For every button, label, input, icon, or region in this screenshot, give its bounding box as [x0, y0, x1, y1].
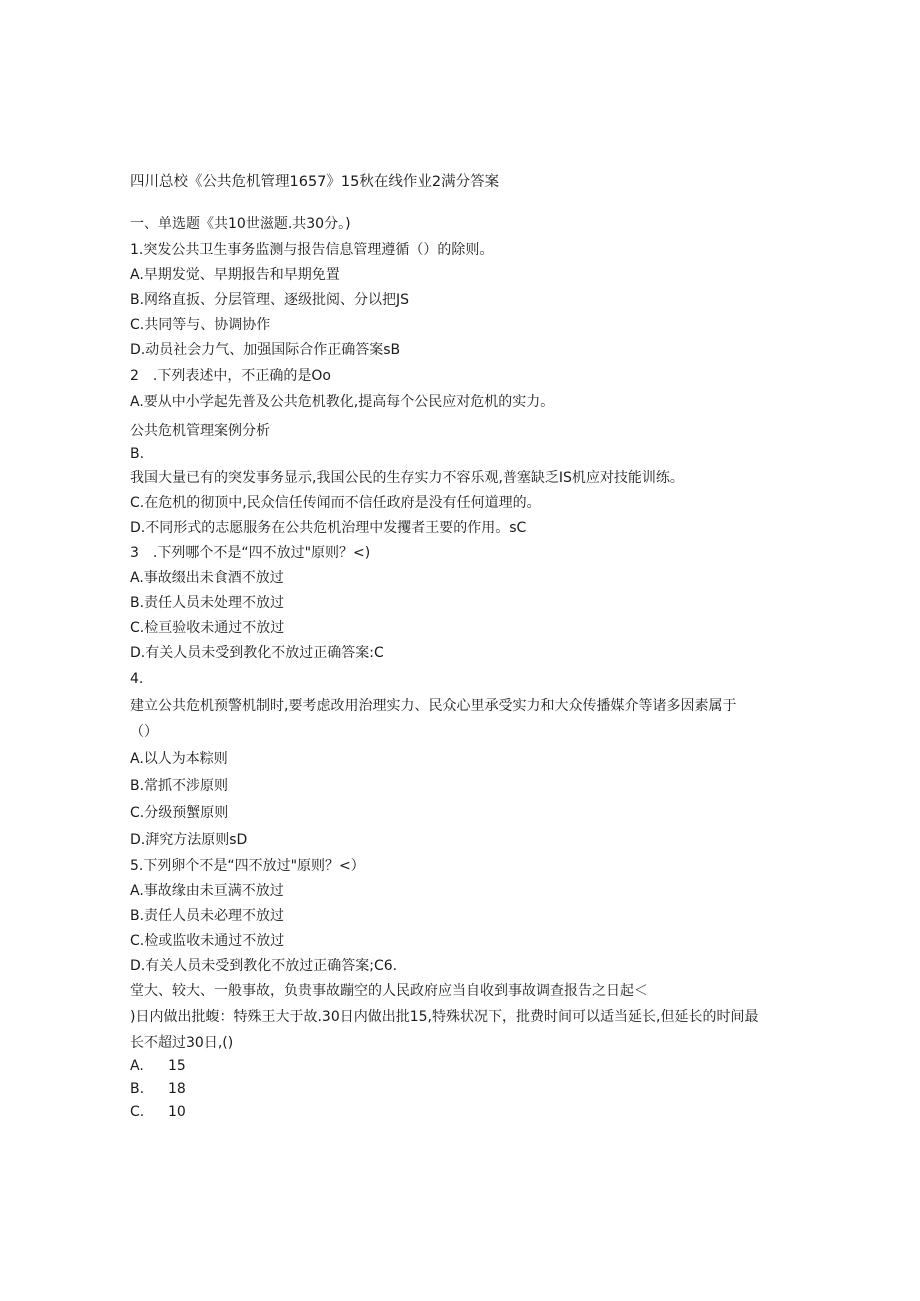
- text-line: C.在危机的彻顶中,民众信任传闻而不信任政府是没有任何道理的。: [130, 495, 541, 511]
- text-line: A.事故缀出未食酒不放过: [130, 570, 284, 586]
- text-line: B.责任人员未必理不放过: [130, 908, 285, 924]
- text-line: C.检亘验收未通过不放过: [130, 620, 285, 636]
- text-line: B.: [130, 446, 145, 462]
- text-line: B.责任人员未处理不放过: [130, 595, 285, 611]
- text-line: )日内做出批蝮：特殊王大于故.30日内做出批15,特殊状况下，批费时间可以适当延长,但延长的时间最: [130, 1009, 759, 1025]
- text-line: D.动员社会力气、加强国际合作正确答案sB: [130, 342, 401, 358]
- section-heading: 一、单选题《共10世滋题.共30分。): [130, 216, 351, 232]
- text-line: C.共同等与、协调协作: [130, 317, 271, 333]
- text-line: 1.突发公共卫生事务监测与报告信息管理遵循（）的除则。: [130, 242, 494, 258]
- text-line: B.常抓不涉原则: [130, 778, 229, 794]
- text-line: 堂大、较大、一般事故，负贵事故蹦空的人民政府应当自收到事故调查报告之日起＜: [130, 983, 648, 999]
- text-line: 公共危机管理案例分析: [130, 423, 270, 439]
- option-letter: A.: [130, 1058, 144, 1074]
- option-value: 15: [168, 1058, 186, 1074]
- text-line: 5.下列卵个不是“四不放过"原则？<）: [130, 858, 365, 874]
- text-line: C.分级预蟹原则: [130, 805, 229, 821]
- document-title: 四川总校《公共危机管理1657》15秋在线作业2满分答案: [130, 174, 500, 190]
- text-line: A.以人为本粽则: [130, 751, 228, 767]
- text-line: 长不超过30日,(): [130, 1035, 234, 1051]
- text-line: D.不同形式的志愿服务在公共危机治理中发攫者王要的作用。sC: [130, 520, 527, 536]
- text-line: 我国大量已有的突发事务显示,我国公民的生存实力不容乐观,普塞缺乏IS机应对技能训练。: [130, 470, 684, 486]
- option-letter: C.: [130, 1104, 145, 1120]
- text-line: （）: [130, 724, 158, 740]
- text-line: 3 .下列哪个不是“四不放过"原则？<): [130, 545, 371, 561]
- text-line: A.事故缘由未亘满不放过: [130, 883, 284, 899]
- text-line: D.湃究方法原则sD: [130, 832, 248, 848]
- text-line: 2 .下列表述中，不正确的是Oo: [130, 368, 331, 384]
- text-line: C.检或监收未通过不放过: [130, 933, 285, 949]
- text-line: D.有关人员未受到教化不放过正确答案:C: [130, 645, 384, 661]
- option-letter: B.: [130, 1081, 145, 1097]
- text-line: A.要从中小学起先普及公共危机教化,提高每个公民应对危机的实力。: [130, 394, 555, 410]
- text-line: B.网络直扳、分层管理、逐级批阅、分以把JS: [130, 292, 410, 308]
- option-value: 10: [168, 1104, 186, 1120]
- text-line: D.有关人员未受到教化不放过正确答案;C6.: [130, 958, 398, 974]
- text-line: 4.: [130, 671, 144, 687]
- text-line: 建立公共危机预警机制时,要考虑改用治理实力、民众心里承受实力和大众传播媒介等诸多因素属于: [130, 698, 737, 714]
- option-value: 18: [168, 1081, 186, 1097]
- text-line: A.早期发觉、早期报告和早期免置: [130, 267, 340, 283]
